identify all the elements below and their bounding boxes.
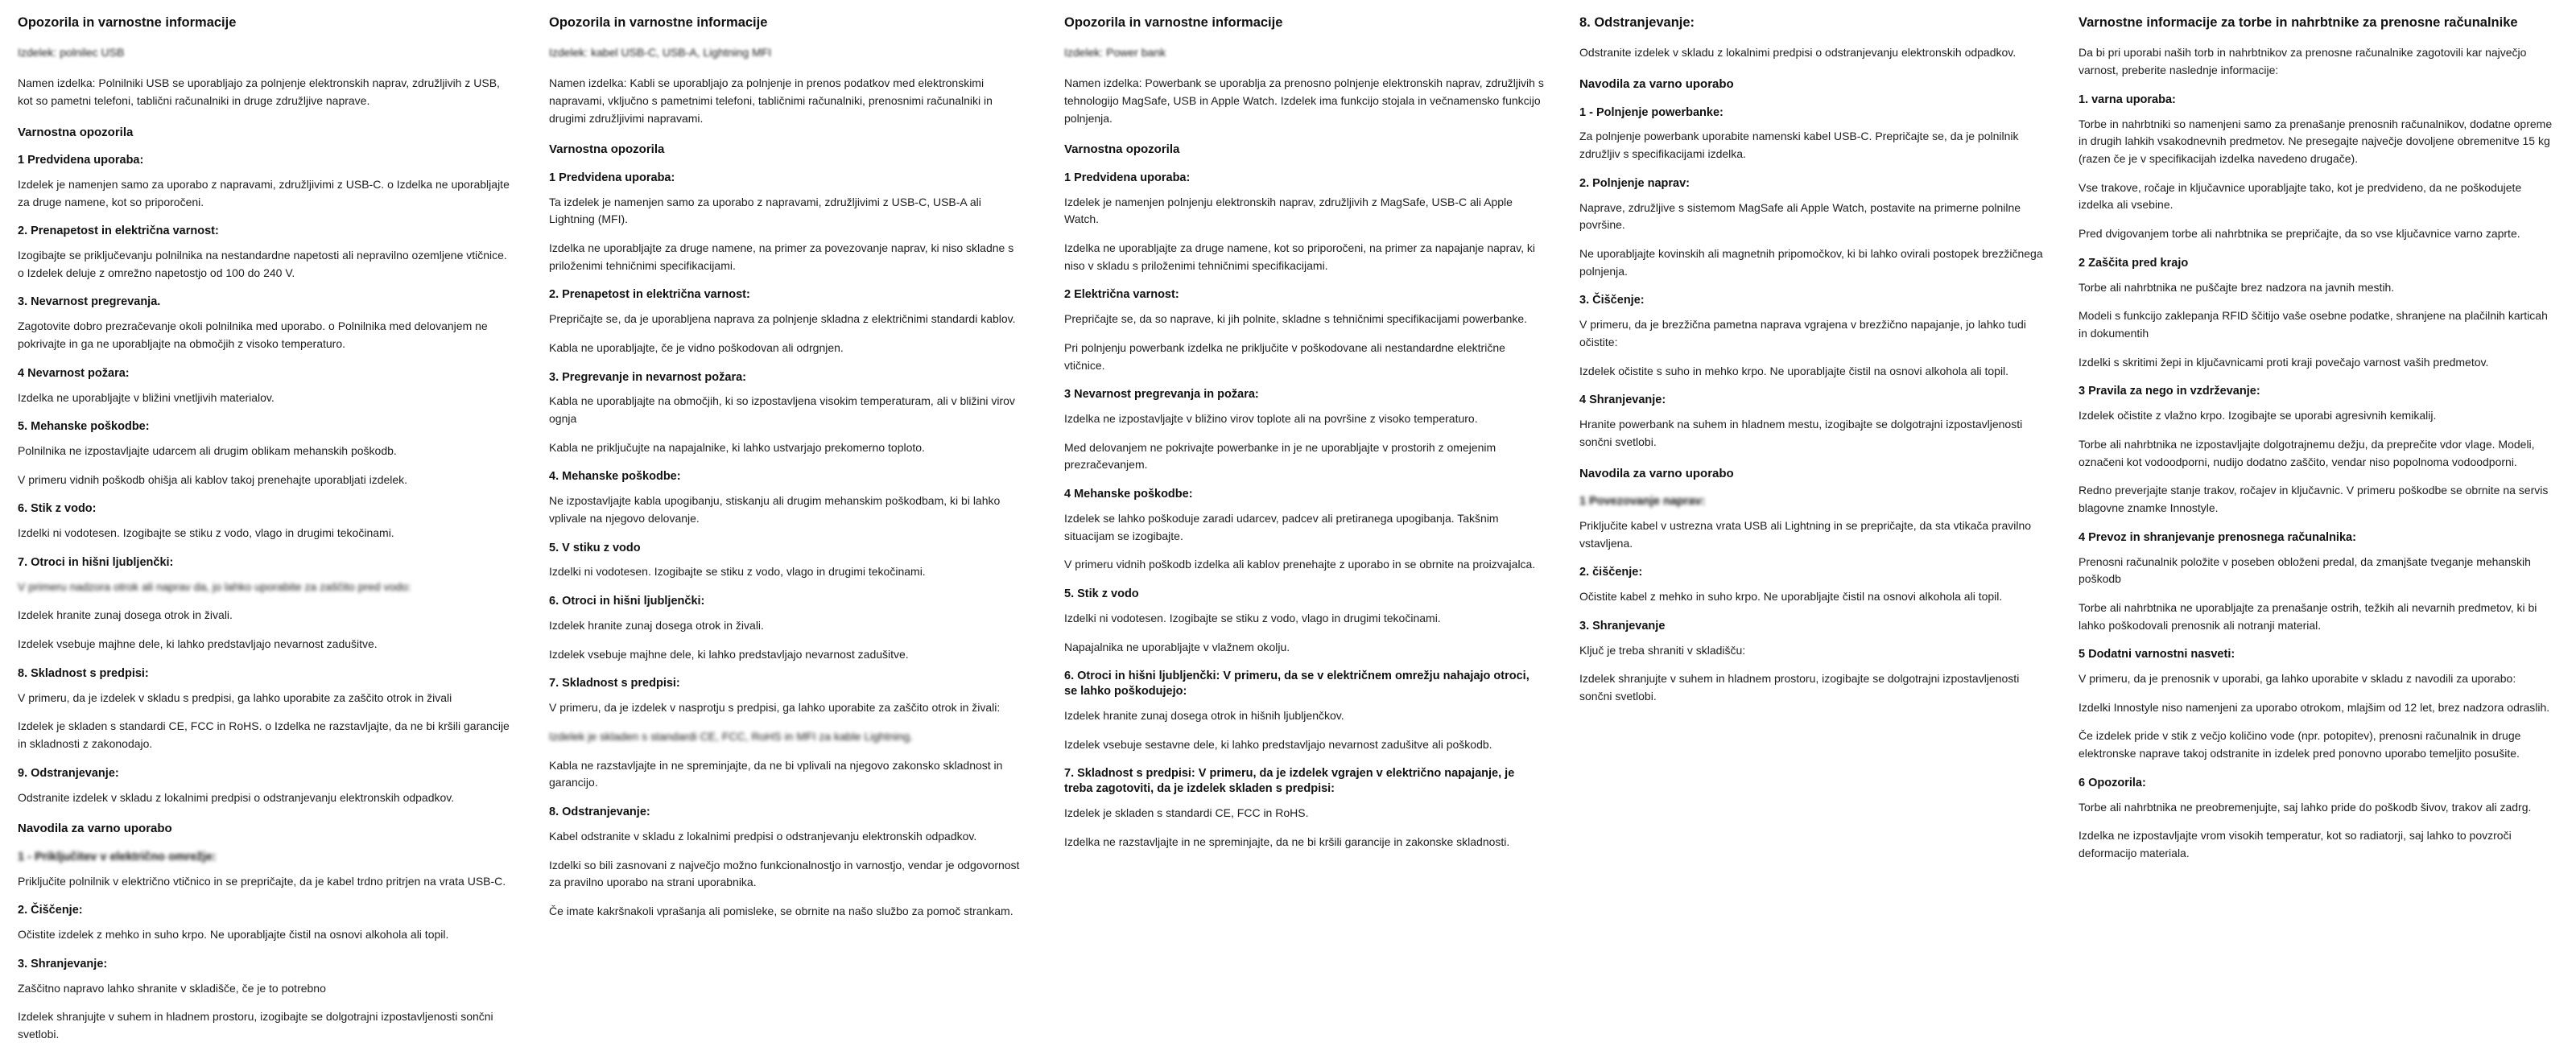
subsection-heading: 5. Mehanske poškodbe: — [18, 420, 150, 434]
subsection-heading: 6. Stik z vodo: — [18, 502, 97, 516]
column-title: Opozorila in varnostne informacije — [1064, 15, 1283, 30]
subsection-heading: 5. V stiku z vodo — [549, 541, 641, 554]
subsection-heading: 6. Otroci in hišni ljubljenčki: V primeru, da se v električnem omrežju nahajajo otroci, se lahko poškodujejo: — [1064, 670, 1530, 699]
product-line — [549, 44, 1029, 62]
paragraph: Izdelek vsebuje majhne dele, ki lahko predstavljajo nevarnost zadušitve. — [18, 637, 378, 651]
subsection-heading: 1 Predvidena uporaba: — [1064, 171, 1191, 184]
paragraph: Izdelki s skritimi žepi in ključavnicami proti kraji povečajo varnost vaših predmetov. — [2079, 355, 2489, 369]
paragraph: Izdelek je namenjen polnjenju elektronskih naprav, združljivih z MagSafe, USB-C ali Apple Watch. — [1064, 195, 1513, 226]
subsection-heading: 3. Shranjevanje — [1579, 619, 1666, 633]
paragraph: Izdelek se lahko poškoduje zaradi udarcev, padcev ali pretiranega upogibanja. Takšnim situacijam se izogibajte. — [1064, 511, 1499, 542]
paragraph: Torbe ali nahrbtnika ne izpostavljajte dolgotrajnemu dežju, da preprečite vdor vlage. Modeli, označeni kot vodoodporni, nudijo dodatno zaščito, vendar niso popolnoma vodoodporni. — [2079, 437, 2535, 468]
subsection-heading: 7. Skladnost s predpisi: — [549, 677, 680, 690]
subsection-heading: 1 Predvidena uporaba: — [549, 171, 675, 184]
paragraph: Izdelka ne razstavljajte in ne spreminjajte, da ne bi kršili garancije in zakonske skladnosti. — [1064, 835, 1510, 848]
paragraph — [549, 728, 1029, 746]
paragraph: V primeru, da je izdelek v skladu s predpisi, ga lahko uporabite za zaščito otrok in živali — [18, 690, 452, 704]
paragraph: Ne uporabljajte kovinskih ali magnetnih pripomočkov, ki bi lahko ovirali postopek brezžičnega polnjenja. — [1579, 247, 2043, 278]
product-line — [18, 44, 514, 62]
paragraph: Izdelek je namenjen samo za uporabo z napravami, združljivimi z USB-C. o Izdelka ne uporabljajte za druge namene, kot so priporočeni. — [18, 177, 510, 208]
section-heading: Navodila za varno uporabo — [1579, 466, 1734, 480]
subsection-heading: 8. Skladnost s predpisi: — [18, 666, 149, 680]
paragraph: Priključite kabel v ustrezna vrata USB ali Lightning in se prepričajte, da sta vtikača pravilno vstavljena. — [1579, 518, 2032, 550]
paragraph: Torbe ali nahrbtnika ne uporabljajte za prenašanje ostrih, težkih ali nevarnih predmetov, ki bi lahko poškodovali prenosnik ali notranji material. — [2079, 600, 2537, 632]
paragraph: Zagotovite dobro prezračevanje okoli polnilnika med uporabo. o Polnilnika med delovanjem ne pokrivajte in ga ne uporabljajte na območjih z visoko temperaturo. — [18, 319, 488, 350]
product-line — [1064, 44, 1544, 62]
paragraph: Redno preverjajte stanje trakov, ročajev in ključavnic. V primeru poškodbe se obrnite na servis blagovne znamke Innostyle. — [2079, 484, 2549, 514]
subsection-heading: 7. Otroci in hišni ljubljenčki: — [18, 555, 174, 569]
paragraph: Torbe in nahrbtniki so namenjeni samo za prenašanje prenosnih računalnikov, dodatne opreme in drugih lahkih vsakodnevnih predmetov. Ne presegajte največje dovoljene obremenitve 15 kg (razen če je v specifikacijah izdelka navedeno drugače). — [2079, 117, 2553, 166]
paragraph: Izdelek vsebuje majhne dele, ki lahko predstavljajo nevarnost zadušitve. — [549, 647, 909, 661]
subsection-heading — [18, 850, 514, 865]
document-column-2 — [531, 14, 1046, 932]
paragraph: Napajalnika ne uporabljajte v vlažnem okolju. — [1064, 640, 1290, 653]
subsection-heading: 5 Dodatni varnostni nasveti: — [2079, 648, 2235, 661]
subsection-heading: 5. Stik z vodo — [1064, 587, 1139, 600]
paragraph: Da bi pri uporabi naših torb in nahrbtnikov za prenosne računalnike zagotovili kar največjo varnost, preberite naslednje informacije: — [2079, 46, 2527, 77]
redacted-text: V primeru nadzora otrok ali naprav da, jo lahko uporabite za zaščito pred vodo: — [18, 579, 411, 593]
paragraph: Kabla ne priključujte na napajalnike, ki lahko ustvarjajo prekomerno toploto. — [549, 440, 925, 454]
product-line-text: Izdelek: kabel USB-C, USB-A, Lightning MFI — [549, 46, 772, 60]
paragraph: Kabla ne razstavljajte in ne spreminjajte, da ne bi vplivali na njegovo zakonsko skladnost in garancijo. — [549, 758, 1003, 789]
paragraph: Kabla ne uporabljajte, če je vidno poškodovan ali odrgnjen. — [549, 340, 844, 354]
paragraph: Odstranite izdelek v skladu z lokalnimi predpisi o odstranjevanju elektronskih odpadkov. — [18, 790, 455, 804]
paragraph: V primeru vidnih poškodb ohišja ali kablov takoj prenehajte uporabljati izdelek. — [18, 472, 408, 486]
paragraph: Modeli s funkcijo zaklepanja RFID ščitijo vaše osebne podatke, shranjene na plačilnih karticah in dokumentih — [2079, 309, 2548, 340]
subsection-heading: 3. Pregrevanje in nevarnost požara: — [549, 370, 746, 384]
paragraph: V primeru, da je prenosnik v uporabi, ga lahko uporabite v skladu z navodili za uporabo: — [2079, 672, 2516, 686]
product-line-text: Izdelek: Power bank — [1064, 46, 1166, 60]
paragraph: Izdelek vsebuje sestavne dele, ki lahko predstavljajo nevarnost zadušitve ali poškodb. — [1064, 737, 1492, 751]
subsection-heading: 2. Prenapetost in električna varnost: — [18, 225, 219, 238]
redacted-text: 1 - Priključitev v električno omrežje: — [18, 850, 217, 863]
subsection-heading: 6 Opozorila: — [2079, 776, 2146, 789]
paragraph: Namen izdelka: Kabli se uporabljajo za polnjenje in prenos podatkov med elektronskimi napravami, vključno s pametnimi telefoni, tabličnimi računalniki, prenosnimi računalniki in drugimi združljivimi napravami. — [549, 76, 993, 125]
document-column-1 — [0, 14, 531, 1055]
section-heading: Varnostna opozorila — [549, 142, 665, 157]
paragraph: Izdelek hranite zunaj dosega otrok in hišnih ljubljenčkov. — [1064, 708, 1344, 722]
paragraph: Med delovanjem ne pokrivajte powerbanke in je ne uporabljajte v prostorih z omejenim prezračevanjem. — [1064, 440, 1496, 472]
paragraph: Izdelki ni vodotesen. Izogibajte se stiku z vodo, vlago in drugimi tekočinami. — [549, 565, 926, 579]
paragraph: Naprave, združljive s sistemom MagSafe ali Apple Watch, postavite na primerne polnilne površine. — [1579, 200, 2021, 232]
subsection-heading — [1579, 494, 2043, 509]
paragraph: Polnilnika ne izpostavljajte udarcem ali drugim oblikam mehanskih poškodb. — [18, 444, 397, 458]
section-heading: Varnostna opozorila — [18, 125, 134, 139]
paragraph: Izdelka ne uporabljajte v bližini vnetljivih materialov. — [18, 390, 275, 404]
subsection-heading: 2 Zaščita pred krajo — [2079, 256, 2189, 270]
paragraph: Kabel odstranite v skladu z lokalnimi predpisi o odstranjevanju elektronskih odpadkov. — [549, 829, 977, 843]
paragraph: Izdelki so bili zasnovani z največjo možno funkcionalnostjo in varnostjo, vendar je odgovornost za pravilno uporabo na strani uporabnika. — [549, 858, 1020, 889]
subsection-heading: 9. Odstranjevanje: — [18, 766, 119, 780]
paragraph: Izdelki ni vodotesen. Izogibajte se stiku z vodo, vlago in drugimi tekočinami. — [18, 526, 394, 540]
paragraph: Izdelki Innostyle niso namenjeni za uporabo otrokom, mlajšim od 12 let, brez nadzora odraslih. — [2079, 700, 2550, 714]
subsection-heading: 1 Predvidena uporaba: — [18, 154, 144, 167]
paragraph: Torbe ali nahrbtnika ne puščajte brez nadzora na javnih mestih. — [2079, 280, 2395, 294]
paragraph: Ključ je treba shraniti v skladišču: — [1579, 643, 1746, 657]
paragraph — [18, 579, 514, 596]
subsection-heading: 1. varna uporaba: — [2079, 93, 2176, 106]
paragraph: V primeru, da je brezžična pametna naprava vgrajena v brezžično napajanje, jo lahko tudi očistite: — [1579, 318, 2026, 348]
paragraph: Ne izpostavljajte kabla upogibanju, stiskanju ali drugim mehanskim poškodbam, ki bi lahko vplivale na njegovo delovanje. — [549, 494, 1001, 525]
paragraph: Izdelek shranjujte v suhem in hladnem prostoru, izogibajte se dolgotrajni izpostavljenosti sončni svetlobi. — [1579, 672, 2020, 703]
paragraph: Izdelek je skladen s standardi CE, FCC in RoHS. — [1064, 806, 1309, 819]
subsection-heading: 3 Nevarnost pregrevanja in požara: — [1064, 388, 1259, 402]
subsection-heading: 2 Električna varnost: — [1064, 288, 1179, 302]
section-heading: Navodila za varno uporabo — [1579, 77, 1734, 92]
subsection-heading: 3 Pravila za nego in vzdrževanje: — [2079, 385, 2260, 398]
paragraph: Če imate kakršnakoli vprašanja ali pomisleke, se obrnite na našo službo za pomoč strankam. — [549, 904, 1013, 917]
section-heading: Navodila za varno uporabo — [18, 822, 172, 836]
subsection-heading: 2. čiščenje: — [1579, 566, 1643, 579]
paragraph: Prepričajte se, da so naprave, ki jih polnite, skladne s tehničnimi specifikacijami powerbanke. — [1064, 312, 1528, 326]
subsection-heading: 3. Nevarnost pregrevanja. — [18, 295, 161, 309]
subsection-heading: 4. Mehanske poškodbe: — [549, 470, 681, 484]
product-line-text: Izdelek: polnilec USB — [18, 46, 125, 60]
paragraph: Za polnjenje powerbank uporabite namenski kabel USB-C. Prepričajte se, da je polnilnik združljiv s specifikacijami izdelka. — [1579, 130, 2019, 161]
paragraph: Ta izdelek je namenjen samo za uporabo z napravami, združljivimi z USB-C, USB-A ali Lightning (MFI). — [549, 195, 981, 226]
paragraph: Očistite kabel z mehko in suho krpo. Ne uporabljajte čistil na osnovi alkohola ali topil. — [1579, 590, 2003, 604]
paragraph: Vse trakove, ročaje in ključavnice uporabljajte tako, kot je predvideno, da ne poškodujete izdelka ali vsebine. — [2079, 180, 2522, 212]
section-heading: Varnostna opozorila — [1064, 142, 1180, 157]
subsection-heading: 1 - Polnjenje powerbanke: — [1579, 105, 1724, 119]
subsection-heading: 3. Čiščenje: — [1579, 294, 1645, 307]
subsection-heading: 4 Nevarnost požara: — [18, 366, 130, 380]
subsection-heading: 6. Otroci in hišni ljubljenčki: — [549, 595, 705, 608]
subsection-heading: 7. Skladnost s predpisi: V primeru, da je izdelek vgrajen v električno napajanje, je treba zagotoviti, da je izdelek skladen s predpisi: — [1064, 767, 1515, 796]
paragraph: Če izdelek pride v stik z večjo količino vode (npr. potopitev), prenosni računalnik in druge elektronske naprave takoj odstranite in izdelek pred ponovno uporabo temeljito posušite. — [2079, 729, 2521, 760]
paragraph: Prenosni računalnik položite v poseben obloženi predal, da zmanjšate tveganje mehanskih poškodb — [2079, 554, 2531, 586]
paragraph: Izdelek očistite s suho in mehko krpo. Ne uporabljajte čistil na osnovi alkohola ali topil. — [1579, 364, 2009, 377]
document-column-4 — [1562, 14, 2061, 717]
column-title: Opozorila in varnostne informacije — [549, 15, 768, 30]
document-column-3 — [1046, 14, 1562, 862]
subsection-heading: 2. Čiščenje: — [18, 904, 83, 917]
paragraph: Prepričajte se, da je uporabljena naprava za polnjenje skladna z električnimi standardi kablov. — [549, 312, 1016, 326]
paragraph: Torbe ali nahrbtnika ne preobremenjujte, saj lahko pride do poškodb šivov, trakov ali zadrg. — [2079, 800, 2532, 814]
paragraph: Zaščitno napravo lahko shranite v skladišče, če je to potrebno — [18, 981, 326, 995]
subsection-heading: 2. Prenapetost in električna varnost: — [549, 288, 750, 302]
paragraph: Pri polnjenju powerbank izdelka ne priključite v poškodovane ali nestandardne električne vtičnice. — [1064, 340, 1505, 372]
subsection-heading: 4 Prevoz in shranjevanje prenosnega računalnika: — [2079, 530, 2356, 544]
subsection-heading: 4 Shranjevanje: — [1579, 394, 1666, 407]
paragraph: Izdelki ni vodotesen. Izogibajte se stiku z vodo, vlago in drugimi tekočinami. — [1064, 611, 1441, 624]
paragraph: Namen izdelka: Polnilniki USB se uporabljajo za polnjenje elektronskih naprav, združljivih z USB, kot so pametni telefoni, tablični računalniki in druge združljive naprave. — [18, 76, 500, 107]
paragraph: Izdelek hranite zunaj dosega otrok in živali. — [18, 608, 233, 622]
paragraph: Izdelka ne izpostavljajte vrom visokih temperatur, kot so radiatorji, saj lahko to povzroči deformacijo materiala. — [2079, 829, 2512, 860]
paragraph: Izdelka ne izpostavljajte v bližino virov toplote ali na površine z visoko temperaturo. — [1064, 412, 1478, 426]
paragraph: Izogibajte se priključevanju polnilnika na nestandardne napetosti ali nepravilno ozemljene vtičnice. o Izdelek deluje z omrežno napetostjo od 100 do 240 V. — [18, 249, 507, 279]
paragraph: Izdelka ne uporabljajte za druge namene, kot so priporočeni, na primer za napajanje naprav, ki niso v skladu s priloženimi tehničnimi specifikacijami. — [1064, 241, 1535, 272]
paragraph: Odstranite izdelek v skladu z lokalnimi predpisi o odstranjevanju elektronskih odpadkov. — [1579, 46, 2017, 60]
paragraph: Kabla ne uporabljajte na območjih, ki so izpostavljena visokim temperaturam, ali v bližini virov ognja — [549, 394, 1015, 426]
paragraph: Namen izdelka: Powerbank se uporablja za prenosno polnjenje elektronskih naprav, združljivih s tehnologijo MagSafe, USB in Apple Watch. Izdelek ima funkcijo stojala in večnamensko funkcijo polnjenja. — [1064, 76, 1544, 125]
subsection-heading: 3. Shranjevanje: — [18, 957, 108, 971]
column-title: Opozorila in varnostne informacije — [18, 15, 237, 30]
paragraph: Hranite powerbank na suhem in hladnem mestu, izogibajte se dolgotrajni izpostavljenosti sončni svetlobi. — [1579, 418, 2023, 448]
redacted-text: 1 Povezovanje naprav: — [1579, 495, 1706, 509]
paragraph: Pred dvigovanjem torbe ali nahrbtnika se prepričajte, da so vse ključavnice varno zaprte. — [2079, 227, 2520, 241]
paragraph: Izdelek očistite z vlažno krpo. Izogibajte se uporabi agresivnih kemikalij. — [2079, 409, 2437, 422]
column-title: Varnostne informacije za torbe in nahrbtnike za prenosne računalnike — [2079, 15, 2518, 30]
paragraph: V primeru, da je izdelek v nasprotju s predpisi, ga lahko uporabite za zaščito otrok in živali: — [549, 701, 1001, 715]
column-title: 8. Odstranjevanje: — [1579, 15, 1695, 30]
subsection-heading: 4 Mehanske poškodbe: — [1064, 488, 1193, 501]
document-column-5 — [2061, 14, 2576, 874]
paragraph: Izdelka ne uporabljajte za druge namene, na primer za povezovanje naprav, ki niso skladne s priloženimi tehničnimi specifikacijami. — [549, 241, 1014, 272]
paragraph: Izdelek shranjujte v suhem in hladnem prostoru, izogibajte se dolgotrajni izpostavljenosti sončni svetlobi. — [18, 1010, 493, 1041]
subsection-heading: 8. Odstranjevanje: — [549, 805, 650, 818]
paragraph: V primeru vidnih poškodb izdelka ali kablov prenehajte z uporabo in se obrnite na proizvajalca. — [1064, 558, 1536, 571]
paragraph: Priključite polnilnik v električno vtičnico in se prepričajte, da je kabel trdno pritrjen na vrata USB-C. — [18, 874, 506, 888]
paragraph: Izdelek hranite zunaj dosega otrok in živali. — [549, 619, 764, 632]
paragraph: Izdelek je skladen s standardi CE, FCC in RoHS. o Izdelka ne razstavljajte, da ne bi kršili garancije in skladnosti z zakonodajo. — [18, 719, 510, 751]
subsection-heading: 2. Polnjenje naprav: — [1579, 176, 1690, 190]
paragraph: Očistite izdelek z mehko in suho krpo. Ne uporabljajte čistil na osnovi alkohola ali topil. — [18, 928, 449, 942]
redacted-text: Izdelek je skladen s standardi CE, FCC, RoHS in MFI za kable Lightning. — [549, 729, 914, 743]
